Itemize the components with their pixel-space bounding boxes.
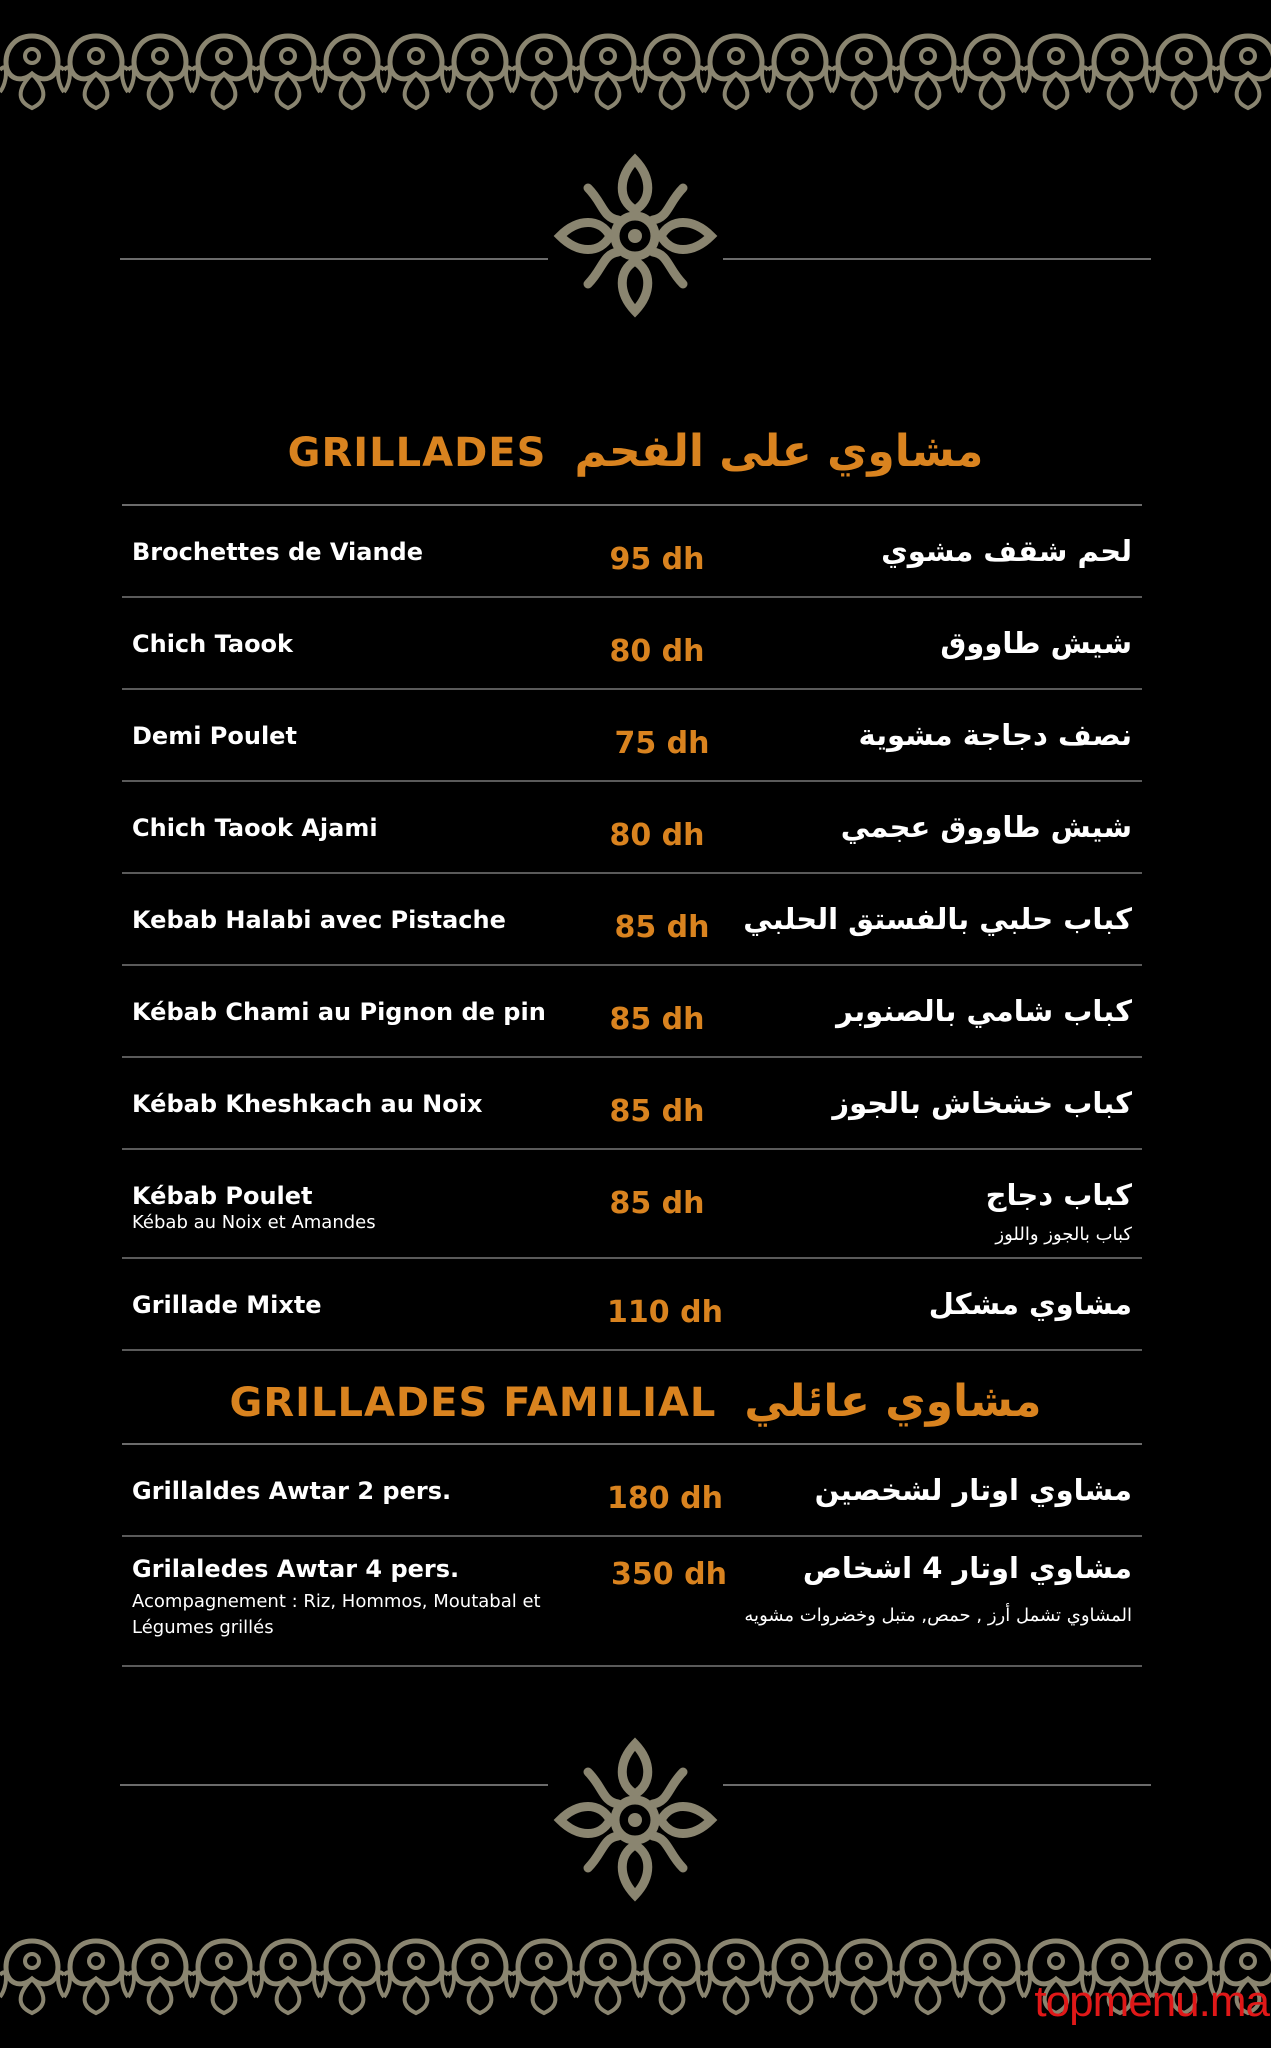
- item-name-ar: مشاوي مشكل: [928, 1287, 1132, 1321]
- item-name: Kébab Kheshkach au Noix: [132, 1090, 483, 1118]
- bottom-divider-right: [723, 1784, 1151, 1786]
- section-title-grillades: [0, 426, 1271, 477]
- row-divider: [122, 1665, 1142, 1667]
- item-price: 85 dh: [609, 1094, 705, 1129]
- item-price: 95 dh: [609, 542, 705, 577]
- menu-item: [122, 1150, 1142, 1259]
- item-price: 85 dh: [609, 1002, 705, 1037]
- item-price: 350 dh: [611, 1557, 727, 1592]
- item-price: 80 dh: [609, 634, 705, 669]
- top-divider-left: [120, 258, 548, 260]
- item-name: Brochettes de Viande: [132, 538, 423, 566]
- menu-item: [122, 966, 1142, 1058]
- section-title-ar: مشاوي على الفحم: [574, 426, 984, 477]
- item-price: 80 dh: [609, 818, 705, 853]
- menu-item: [122, 782, 1142, 874]
- item-price: 85 dh: [609, 1186, 705, 1221]
- section-title-ar: مشاوي عائلي: [744, 1376, 1042, 1427]
- menu-item: [122, 1259, 1142, 1351]
- item-description: Acompagnement : Riz, Hommos, Moutabal et Légumes grillés: [132, 1591, 541, 1638]
- item-name: Kébab Poulet: [132, 1182, 313, 1210]
- top-ornamental-border: [0, 30, 1271, 112]
- menu-item: [122, 1537, 1142, 1667]
- item-price: 110 dh: [607, 1295, 723, 1330]
- item-name: Kébab Chami au Pignon de pin: [132, 998, 546, 1026]
- bottom-medallion-ornament: [548, 1732, 723, 1907]
- bottom-divider-left: [120, 1784, 548, 1786]
- item-name: Grilaledes Awtar 4 pers.: [132, 1555, 460, 1583]
- menu-item: [122, 506, 1142, 598]
- menu-item: [122, 690, 1142, 782]
- item-price: 85 dh: [614, 910, 710, 945]
- item-description: Kébab au Noix et Amandes: [132, 1212, 376, 1233]
- top-medallion-ornament: [548, 148, 723, 323]
- section-title-fr: GRILLADES: [287, 430, 547, 476]
- item-price: 75 dh: [614, 726, 710, 761]
- menu-item: [122, 598, 1142, 690]
- row-divider: [122, 1349, 1142, 1351]
- item-description-ar: كباب بالجوز واللوز: [995, 1224, 1132, 1245]
- item-name-ar: كباب دجاج: [985, 1178, 1132, 1212]
- item-name: Grillade Mixte: [132, 1291, 322, 1319]
- item-name-ar: كباب شامي بالصنوبر: [836, 994, 1132, 1028]
- item-name-ar: شيش طاووق: [940, 626, 1132, 660]
- watermark: topmenu.ma: [1034, 1977, 1269, 2026]
- section-title-fr: GRILLADES FAMILIAL: [229, 1380, 717, 1426]
- menu-item: [122, 1058, 1142, 1150]
- item-name-ar: لحم شقف مشوي: [881, 534, 1132, 568]
- item-name: Grillaldes Awtar 2 pers.: [132, 1477, 452, 1505]
- menu-item: [122, 874, 1142, 966]
- menu-item: [122, 1445, 1142, 1537]
- item-price: 180 dh: [607, 1481, 723, 1516]
- item-description-ar: المشاوي تشمل أرز , حمص, متبل وخضروات مشويه: [744, 1605, 1132, 1626]
- top-divider-right: [723, 258, 1151, 260]
- item-name-ar: مشاوي اوتار لشخصين: [814, 1473, 1132, 1507]
- item-name-ar: شيش طاووق عجمي: [840, 810, 1132, 844]
- item-name-ar: كباب حلبي بالفستق الحلبي: [743, 902, 1132, 936]
- item-name: Kebab Halabi avec Pistache: [132, 906, 506, 934]
- item-name-ar: كباب خشخاش بالجوز: [832, 1086, 1132, 1120]
- section-title-grillades-familial: [0, 1376, 1271, 1427]
- item-name: Chich Taook Ajami: [132, 814, 378, 842]
- item-name-ar: نصف دجاجة مشوية: [858, 718, 1132, 752]
- item-name: Chich Taook: [132, 630, 294, 658]
- item-name-ar: مشاوي اوتار 4 اشخاص: [802, 1551, 1132, 1585]
- item-name: Demi Poulet: [132, 722, 297, 750]
